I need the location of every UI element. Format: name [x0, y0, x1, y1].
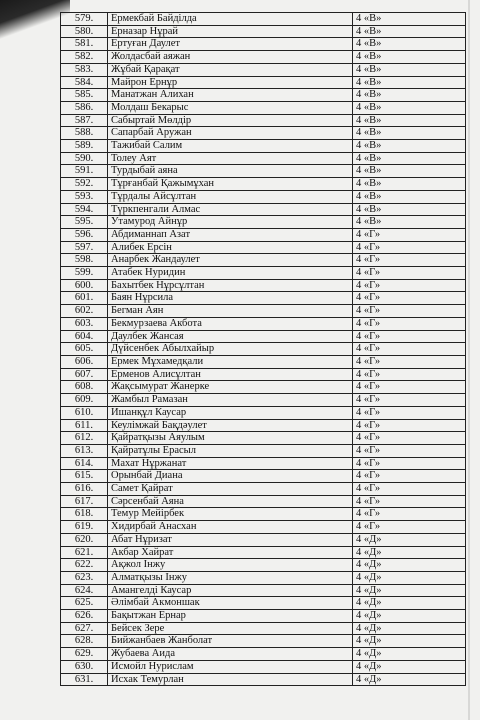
row-number-cell: 620. — [61, 533, 108, 546]
student-name-cell: Темур Мейірбек — [108, 508, 353, 521]
table-row — [61, 584, 466, 597]
table-row — [61, 305, 466, 318]
table-row — [61, 470, 466, 483]
row-number-cell: 606. — [61, 355, 108, 368]
row-number-cell: 598. — [61, 254, 108, 267]
class-cell: 4 «В» — [353, 114, 466, 127]
row-number-cell: 597. — [61, 241, 108, 254]
table-row — [61, 533, 466, 546]
table-row — [61, 89, 466, 102]
student-name-cell: Алибек Ерсін — [108, 241, 353, 254]
student-name-cell: Жолдасбай аяжан — [108, 51, 353, 64]
student-name-cell: Тұрғанбай Қажымұхан — [108, 178, 353, 191]
student-name-cell: Акбар Хайрат — [108, 546, 353, 559]
row-number-cell: 621. — [61, 546, 108, 559]
row-number-cell: 591. — [61, 165, 108, 178]
row-number-cell: 627. — [61, 622, 108, 635]
class-cell: 4 «Д» — [353, 559, 466, 572]
class-cell: 4 «В» — [353, 13, 466, 26]
student-name-cell: Даулбек Жансая — [108, 330, 353, 343]
student-name-cell: Дүйсенбек Абылхайыр — [108, 343, 353, 356]
class-cell: 4 «Д» — [353, 648, 466, 661]
student-name-cell: Махат Нұржанат — [108, 457, 353, 470]
table-row — [61, 610, 466, 623]
table-row — [61, 355, 466, 368]
student-name-cell: Бекмурзаева Акбота — [108, 317, 353, 330]
row-number-cell: 581. — [61, 38, 108, 51]
class-cell: 4 «Д» — [353, 660, 466, 673]
class-cell: 4 «В» — [353, 152, 466, 165]
row-number-cell: 624. — [61, 584, 108, 597]
table-row — [61, 228, 466, 241]
class-cell: 4 «В» — [353, 63, 466, 76]
class-cell: 4 «Г» — [353, 457, 466, 470]
row-number-cell: 603. — [61, 317, 108, 330]
student-name-cell: Ерназар Нұрай — [108, 25, 353, 38]
class-cell: 4 «В» — [353, 216, 466, 229]
student-name-cell: Ерменов Алисұлтан — [108, 368, 353, 381]
class-cell: 4 «В» — [353, 76, 466, 89]
row-number-cell: 615. — [61, 470, 108, 483]
student-name-cell: Анарбек Жандаулет — [108, 254, 353, 267]
student-name-cell: Ермекбай Байділда — [108, 13, 353, 26]
row-number-cell: 612. — [61, 432, 108, 445]
row-number-cell: 592. — [61, 178, 108, 191]
class-cell: 4 «В» — [353, 178, 466, 191]
student-name-cell: Жамбыл Рамазан — [108, 394, 353, 407]
class-cell: 4 «В» — [353, 140, 466, 153]
student-name-cell: Турдыбай аяна — [108, 165, 353, 178]
row-number-cell: 586. — [61, 101, 108, 114]
row-number-cell: 618. — [61, 508, 108, 521]
table-row — [61, 267, 466, 280]
row-number-cell: 614. — [61, 457, 108, 470]
student-name-cell: Атабек Нуридин — [108, 267, 353, 280]
table-row — [61, 444, 466, 457]
row-number-cell: 596. — [61, 228, 108, 241]
row-number-cell: 623. — [61, 571, 108, 584]
student-name-cell: Қайратқызы Аяулым — [108, 432, 353, 445]
student-name-cell: Бахытбек Нұрсұлтан — [108, 279, 353, 292]
table-row — [61, 13, 466, 26]
class-cell: 4 «Г» — [353, 394, 466, 407]
table-row — [61, 660, 466, 673]
class-cell: 4 «Д» — [353, 571, 466, 584]
class-cell: 4 «Д» — [353, 533, 466, 546]
student-name-cell: Сәрсенбай Аяна — [108, 495, 353, 508]
table-row — [61, 381, 466, 394]
row-number-cell: 588. — [61, 127, 108, 140]
table-row — [61, 165, 466, 178]
student-name-cell: Манатжан Алихан — [108, 89, 353, 102]
class-cell: 4 «Г» — [353, 444, 466, 457]
table-row — [61, 330, 466, 343]
student-name-cell: Бейсек Зере — [108, 622, 353, 635]
student-name-cell: Хидирбай Анасхан — [108, 521, 353, 534]
class-cell: 4 «В» — [353, 127, 466, 140]
table-row — [61, 203, 466, 216]
row-number-cell: 584. — [61, 76, 108, 89]
student-name-cell: Әлімбай Акмоншак — [108, 597, 353, 610]
student-name-cell: Баян Нұрсила — [108, 292, 353, 305]
table-row — [61, 571, 466, 584]
class-cell: 4 «Г» — [353, 483, 466, 496]
student-name-cell: Самет Қайрат — [108, 483, 353, 496]
roster-body — [61, 13, 466, 686]
student-name-cell: Сапарбай Аружан — [108, 127, 353, 140]
class-cell: 4 «Г» — [353, 470, 466, 483]
table-row — [61, 216, 466, 229]
class-cell: 4 «Г» — [353, 317, 466, 330]
table-row — [61, 432, 466, 445]
student-name-cell: Жубаева Аида — [108, 648, 353, 661]
class-cell: 4 «Г» — [353, 330, 466, 343]
table-row — [61, 521, 466, 534]
class-cell: 4 «В» — [353, 38, 466, 51]
class-cell: 4 «Д» — [353, 635, 466, 648]
table-row — [61, 317, 466, 330]
student-name-cell: Орынбай Диана — [108, 470, 353, 483]
table-row — [61, 279, 466, 292]
row-number-cell: 625. — [61, 597, 108, 610]
table-row — [61, 419, 466, 432]
table-row — [61, 559, 466, 572]
student-name-cell: Түркпенгали Алмас — [108, 203, 353, 216]
class-cell: 4 «Г» — [353, 279, 466, 292]
student-name-cell: Исхак Темурлан — [108, 673, 353, 686]
table-row — [61, 241, 466, 254]
table-row — [61, 546, 466, 559]
class-cell: 4 «Г» — [353, 495, 466, 508]
student-name-cell: Қайратұлы Ерасыл — [108, 444, 353, 457]
student-name-cell: Абдиманнап Азат — [108, 228, 353, 241]
table-row — [61, 622, 466, 635]
table-row — [61, 648, 466, 661]
class-cell: 4 «Г» — [353, 254, 466, 267]
student-name-cell: Бегман Аян — [108, 305, 353, 318]
row-number-cell: 631. — [61, 673, 108, 686]
student-name-cell: Толеу Аят — [108, 152, 353, 165]
class-cell: 4 «В» — [353, 190, 466, 203]
row-number-cell: 587. — [61, 114, 108, 127]
row-number-cell: 602. — [61, 305, 108, 318]
row-number-cell: 583. — [61, 63, 108, 76]
student-name-cell: Алматқызы Інжу — [108, 571, 353, 584]
row-number-cell: 585. — [61, 89, 108, 102]
class-cell: 4 «Г» — [353, 406, 466, 419]
row-number-cell: 608. — [61, 381, 108, 394]
class-cell: 4 «Г» — [353, 292, 466, 305]
table-row — [61, 63, 466, 76]
table-row — [61, 292, 466, 305]
class-cell: 4 «Г» — [353, 343, 466, 356]
table-row — [61, 635, 466, 648]
student-name-cell: Бийжанбаев Жанболат — [108, 635, 353, 648]
class-cell: 4 «Г» — [353, 368, 466, 381]
student-name-cell: Тажибай Салим — [108, 140, 353, 153]
table-row — [61, 25, 466, 38]
class-cell: 4 «Д» — [353, 584, 466, 597]
row-number-cell: 605. — [61, 343, 108, 356]
student-name-cell: Абат Нұризат — [108, 533, 353, 546]
row-number-cell: 604. — [61, 330, 108, 343]
table-row — [61, 483, 466, 496]
student-name-cell: Кеулімжай Бақдәулет — [108, 419, 353, 432]
class-cell: 4 «В» — [353, 101, 466, 114]
table-row — [61, 76, 466, 89]
row-number-cell: 593. — [61, 190, 108, 203]
student-name-cell: Жақсымурат Жанерке — [108, 381, 353, 394]
table-row — [61, 114, 466, 127]
class-cell: 4 «Д» — [353, 673, 466, 686]
class-cell: 4 «Г» — [353, 305, 466, 318]
row-number-cell: 594. — [61, 203, 108, 216]
table-row — [61, 178, 466, 191]
class-cell: 4 «Д» — [353, 546, 466, 559]
table-row — [61, 140, 466, 153]
table-row — [61, 368, 466, 381]
class-cell: 4 «Г» — [353, 521, 466, 534]
row-number-cell: 622. — [61, 559, 108, 572]
class-cell: 4 «Г» — [353, 381, 466, 394]
student-name-cell: Ертуған Даулет — [108, 38, 353, 51]
class-cell: 4 «В» — [353, 89, 466, 102]
class-cell: 4 «Г» — [353, 355, 466, 368]
class-cell: 4 «Г» — [353, 267, 466, 280]
class-cell: 4 «Г» — [353, 228, 466, 241]
table-row — [61, 152, 466, 165]
student-name-cell: Тұрдалы Айсұлтан — [108, 190, 353, 203]
student-name-cell: Ишанқұл Каусар — [108, 406, 353, 419]
student-name-cell: Утамурод Айнұр — [108, 216, 353, 229]
table-row — [61, 51, 466, 64]
row-number-cell: 617. — [61, 495, 108, 508]
student-name-cell: Амангелді Каусар — [108, 584, 353, 597]
class-cell: 4 «В» — [353, 25, 466, 38]
class-cell: 4 «Д» — [353, 622, 466, 635]
row-number-cell: 609. — [61, 394, 108, 407]
student-name-cell: Молдаш Бекарыс — [108, 101, 353, 114]
table-row — [61, 673, 466, 686]
student-name-cell: Жұбай Қарақат — [108, 63, 353, 76]
class-cell: 4 «Г» — [353, 508, 466, 521]
row-number-cell: 582. — [61, 51, 108, 64]
table-row — [61, 394, 466, 407]
student-name-cell: Ермек Мұхамедқали — [108, 355, 353, 368]
class-cell: 4 «Г» — [353, 419, 466, 432]
table-row — [61, 495, 466, 508]
table-row — [61, 343, 466, 356]
row-number-cell: 599. — [61, 267, 108, 280]
class-cell: 4 «Д» — [353, 610, 466, 623]
class-cell: 4 «В» — [353, 165, 466, 178]
row-number-cell: 626. — [61, 610, 108, 623]
row-number-cell: 580. — [61, 25, 108, 38]
row-number-cell: 610. — [61, 406, 108, 419]
table-row — [61, 101, 466, 114]
table-row — [61, 508, 466, 521]
page-edge-line — [468, 0, 470, 720]
student-name-cell: Ақжол Інжу — [108, 559, 353, 572]
student-roster-table — [60, 12, 466, 686]
class-cell: 4 «Г» — [353, 241, 466, 254]
class-cell: 4 «В» — [353, 203, 466, 216]
row-number-cell: 613. — [61, 444, 108, 457]
row-number-cell: 628. — [61, 635, 108, 648]
class-cell: 4 «Г» — [353, 432, 466, 445]
table-row — [61, 127, 466, 140]
class-cell: 4 «В» — [353, 51, 466, 64]
row-number-cell: 616. — [61, 483, 108, 496]
class-cell: 4 «Д» — [353, 597, 466, 610]
table-row — [61, 597, 466, 610]
student-name-cell: Майрон Ернұр — [108, 76, 353, 89]
row-number-cell: 589. — [61, 140, 108, 153]
table-row — [61, 406, 466, 419]
student-name-cell: Бақытжан Ернар — [108, 610, 353, 623]
row-number-cell: 579. — [61, 13, 108, 26]
table-row — [61, 254, 466, 267]
row-number-cell: 619. — [61, 521, 108, 534]
table-row — [61, 190, 466, 203]
row-number-cell: 601. — [61, 292, 108, 305]
row-number-cell: 630. — [61, 660, 108, 673]
student-name-cell: Исмойл Нурислам — [108, 660, 353, 673]
row-number-cell: 607. — [61, 368, 108, 381]
row-number-cell: 629. — [61, 648, 108, 661]
row-number-cell: 595. — [61, 216, 108, 229]
row-number-cell: 600. — [61, 279, 108, 292]
table-row — [61, 38, 466, 51]
row-number-cell: 611. — [61, 419, 108, 432]
student-name-cell: Сабыртай Мөлдір — [108, 114, 353, 127]
table-row — [61, 457, 466, 470]
row-number-cell: 590. — [61, 152, 108, 165]
